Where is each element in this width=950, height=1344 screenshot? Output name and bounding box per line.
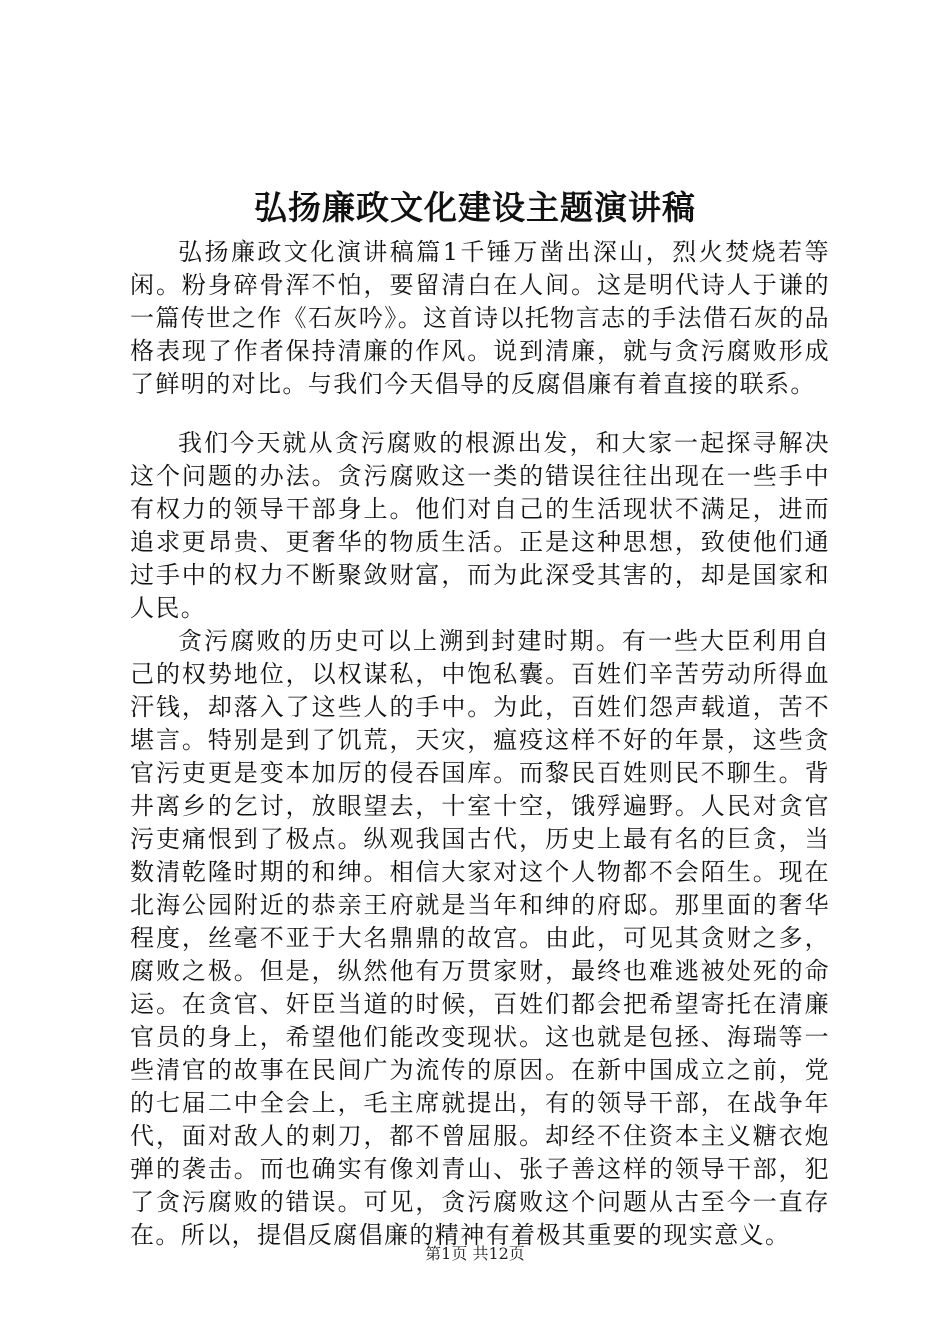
page-footer: 第1页 共12页 [425,1244,525,1263]
document-body [130,236,830,1252]
paragraph-3: 贪污腐败的历史可以上溯到封建时期。有一些大臣利用自己的权势地位，以权谋私，中饱私囊。百姓们辛苦劳动所得血汗钱，却落入了这些人的手中。为此，百姓们怨声载道，苦不堪言。特别是到了饥荒，天灾，瘟疫这样不好的年景，这些贪官污吏更是变本加厉的侵吞国库。而黎民百姓则民不聊生。背井离乡的乞讨，放眼望去，十室十空，饿殍遍野。人民对贪官污吏痛恨到了极点。纵观我国古代，历史上最有名的巨贪，当数清乾隆时期的和绅。相信大家对这个人物都不会陌生。现在北海公园附近的恭亲王府就是当年和绅的府邸。那里面的奢华程度，丝毫不亚于大名鼎鼎的故宫。由此，可见其贪财之多，腐败之极。但是，纵然他有万贯家财，最终也难逃被处死的命运。在贪官、奸臣当道的时候，百姓们都会把希望寄托在清廉官员的身上，希望他们能改变现状。这也就是包拯、海瑞等一些清官的故事在民间广为流传的原因。在新中国成立之前，党的七届二中全会上，毛主席就提出，有的领导干部，在战争年代，面对敌人的刺刀，都不曾屈服。却经不住资本主义糖衣炮弹的袭击。而也确实有像刘青山、张子善这样的领导干部，犯了贪污腐败的错误。可见，贪污腐败这个问题从古至今一直存在。所以，提倡反腐倡廉的精神有着极其重要的现实意义。 [130,627,830,1249]
paragraph-2: 我们今天就从贪污腐败的根源出发，和大家一起探寻解决这个问题的办法。贪污腐败这一类的错误往往出现在一些手中有权力的领导干部身上。他们对自己的生活现状不满足，进而追求更昂贵、更奢华的物质生活。正是这种思想，致使他们通过手中的权力不断聚敛财富，而为此深受其害的，却是国家和人民。 [130,429,830,622]
document-title: 弘扬廉政文化建设主题演讲稿 [254,188,696,227]
paragraph-1: 弘扬廉政文化演讲稿篇1千锤万凿出深山，烈火焚烧若等闲。粉身碎骨浑不怕，要留清白在人间。这是明代诗人于谦的一篇传世之作《石灰吟》。这首诗以托物言志的手法借石灰的品格表现了作者保持清廉的作风。说到清廉，就与贪污腐败形成了鲜明的对比。与我们今天倡导的反腐倡廉有着直接的联系。 [130,238,830,398]
